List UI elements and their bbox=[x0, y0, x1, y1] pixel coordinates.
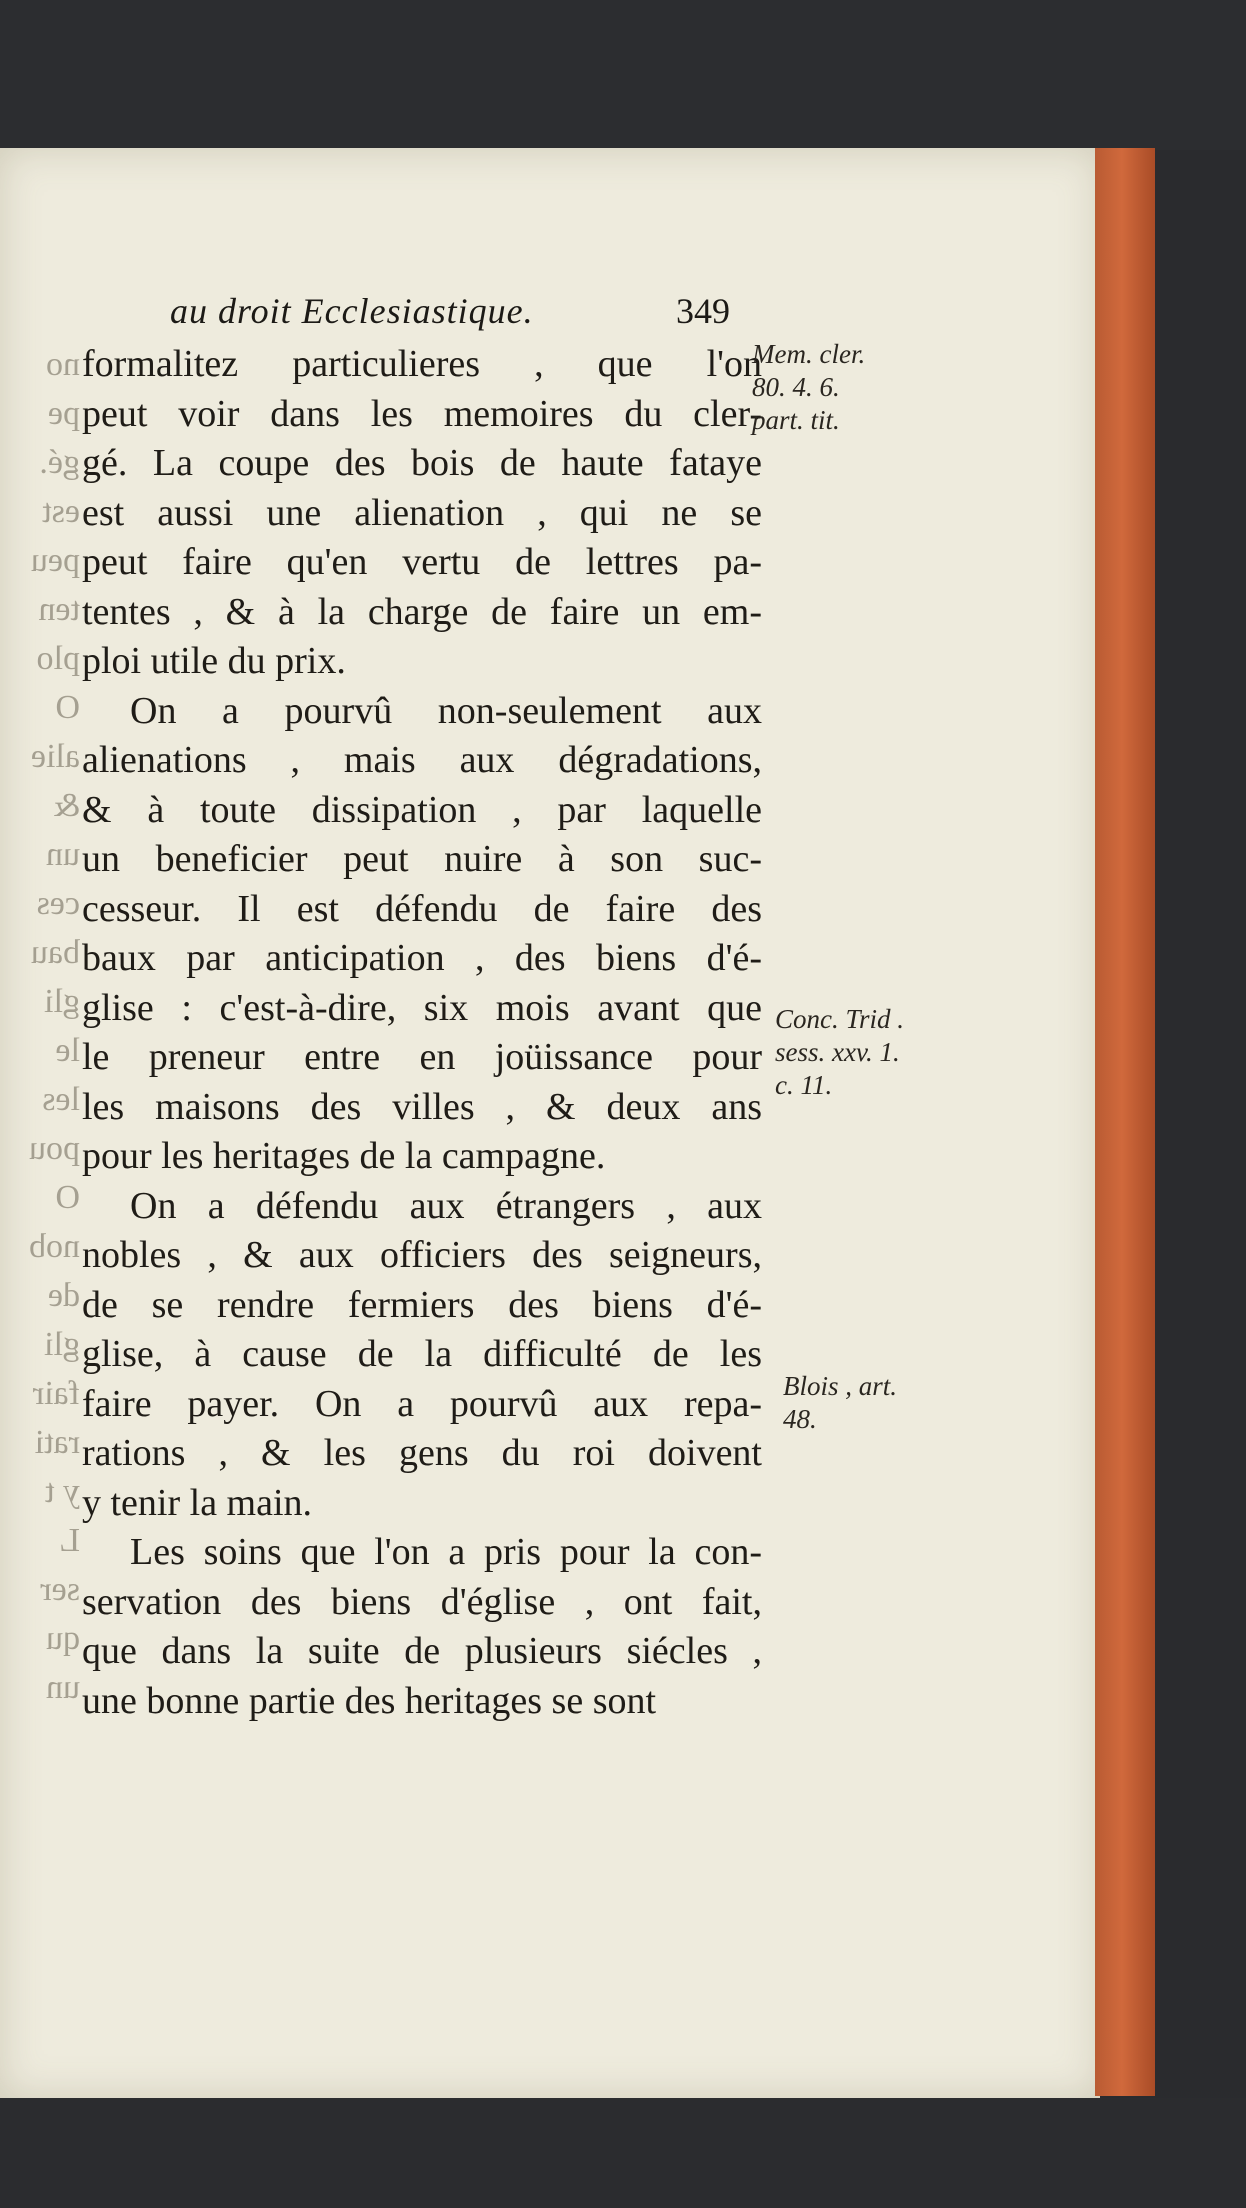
text-line: les maisons des villes , & deux ans bbox=[82, 1085, 762, 1128]
bleed-fragment: peu bbox=[30, 542, 80, 579]
scan-background-bottom bbox=[0, 2098, 1246, 2208]
bleed-fragment: gli bbox=[44, 983, 80, 1020]
bleed-fragment: gé. bbox=[39, 444, 80, 481]
bleed-fragment: & bbox=[53, 787, 80, 824]
text-line: peut voir dans les memoires du cler- bbox=[82, 392, 762, 435]
bleed-fragment: pe bbox=[47, 395, 80, 432]
bleed-fragment: ces bbox=[36, 885, 80, 922]
bleed-fragment: un bbox=[46, 836, 80, 873]
margin-note-line: 80. 4. 6. bbox=[752, 372, 840, 402]
text-line: de se rendre fermiers des biens d'é- bbox=[82, 1283, 762, 1326]
bleed-fragment: bau bbox=[30, 934, 80, 971]
text-line: On a pourvû non-seulement aux bbox=[130, 689, 762, 732]
text-line: que dans la suite de plusieurs siécles , bbox=[82, 1630, 762, 1672]
margin-note-line: Mem. cler. bbox=[752, 339, 866, 369]
text-line: pour les heritages de la campagne. bbox=[82, 1135, 606, 1177]
bleed-fragment: rati bbox=[34, 1424, 80, 1461]
text-line: est aussi une alienation , qui ne se bbox=[82, 491, 762, 534]
scan-background-top bbox=[0, 0, 1246, 150]
bleed-fragment: nob bbox=[29, 1228, 80, 1265]
text-line: baux par anticipation , des biens d'é- bbox=[82, 937, 762, 979]
bleed-fragment: O bbox=[55, 689, 80, 726]
bleed-fragment: de bbox=[47, 1277, 80, 1314]
running-header bbox=[170, 290, 770, 332]
margin-note-line: c. 11. bbox=[775, 1070, 833, 1100]
running-title: au droit Ecclesiastique. bbox=[170, 291, 534, 331]
margin-note-line: 48. bbox=[783, 1404, 817, 1434]
margin-note-line: Blois , art. bbox=[783, 1371, 898, 1401]
bleed-fragment: qu bbox=[46, 1620, 80, 1657]
body-text bbox=[82, 340, 762, 1726]
bleed-fragment: y t bbox=[45, 1473, 80, 1510]
margin-note-line: Conc. Trid . bbox=[775, 1004, 905, 1034]
text-line: servation des biens d'église , ont fait, bbox=[82, 1580, 762, 1623]
text-line: glise : c'est-à-dire, six mois avant que bbox=[82, 986, 762, 1029]
bleed-fragment: alie bbox=[30, 738, 80, 775]
bleed-fragment: plo bbox=[36, 640, 80, 677]
margin-note-blois bbox=[783, 1370, 897, 1436]
bleed-fragment: ten bbox=[38, 591, 80, 628]
margin-note-line: sess. xxv. 1. bbox=[775, 1037, 900, 1067]
text-line: peut faire qu'en vertu de lettres pa- bbox=[82, 541, 762, 583]
text-line: alienations , mais aux dégradations, bbox=[82, 739, 762, 781]
page-number: 349 bbox=[676, 291, 730, 331]
text-line: un beneficier peut nuire à son suc- bbox=[82, 838, 762, 880]
text-line: nobles , & aux officiers des seigneurs, bbox=[82, 1234, 762, 1276]
margin-note-memoires bbox=[752, 338, 865, 437]
bleed-fragment: les bbox=[42, 1081, 80, 1118]
text-line: une bonne partie des heritages se sont bbox=[82, 1679, 657, 1722]
text-line: & à toute dissipation , par laquelle bbox=[82, 788, 762, 831]
text-line: On a défendu aux étrangers , aux bbox=[130, 1184, 762, 1227]
bleed-fragment: gli bbox=[44, 1326, 80, 1363]
text-line: ploi utile du prix. bbox=[82, 640, 346, 682]
text-line: formalitez particulieres , que l'on bbox=[82, 343, 762, 385]
text-line: gé. La coupe des bois de haute fataye bbox=[82, 442, 762, 484]
bleed-fragment: pou bbox=[29, 1130, 80, 1167]
bleed-fragment: L bbox=[59, 1522, 80, 1559]
bleed-fragment: no bbox=[46, 346, 80, 383]
text-line: faire payer. On a pourvû aux repa- bbox=[82, 1382, 762, 1425]
text-line: Les soins que l'on a pris pour la con- bbox=[130, 1531, 762, 1573]
text-line: rations , & les gens du roi doivent bbox=[82, 1432, 762, 1474]
margin-note-concile-trente bbox=[775, 1003, 904, 1102]
text-line: y tenir la main. bbox=[82, 1481, 313, 1524]
bleed-through-text bbox=[0, 340, 80, 1712]
bleed-fragment: un bbox=[46, 1669, 80, 1706]
text-line: cesseur. Il est défendu de faire des bbox=[82, 887, 762, 930]
bleed-fragment: ser bbox=[40, 1571, 80, 1608]
bleed-fragment: est bbox=[42, 493, 80, 530]
bleed-fragment: O bbox=[55, 1179, 80, 1216]
text-line: glise, à cause de la difficulté de les bbox=[82, 1333, 762, 1375]
margin-note-line: part. tit. bbox=[752, 405, 840, 435]
text-line: tentes , & à la charge de faire un em- bbox=[82, 590, 762, 633]
bleed-fragment: le bbox=[55, 1032, 80, 1069]
bleed-fragment: fair bbox=[32, 1375, 80, 1412]
text-line: le preneur entre en joüissance pour bbox=[82, 1036, 762, 1078]
page-edge-red bbox=[1095, 148, 1155, 2096]
